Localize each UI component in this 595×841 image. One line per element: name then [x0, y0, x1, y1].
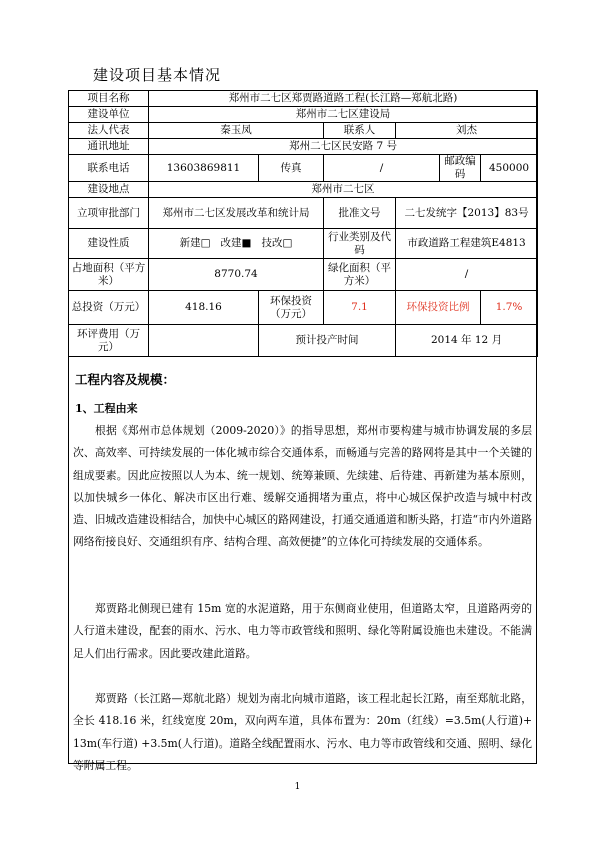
nature-rebuild-option: 改建■: [220, 237, 252, 249]
address-value: 郑州二七区民安路 7 号: [149, 139, 538, 155]
nature-tech-option: 技改□: [261, 237, 293, 249]
unit-value: 郑州市二七区建设局: [149, 107, 538, 123]
content-subheading: 1、工程由来: [75, 402, 138, 415]
row-eia-cost: [69, 325, 538, 357]
approval-no-label: 批准文号: [324, 198, 396, 229]
contact-label: 联系人: [324, 123, 396, 139]
area-label: 占地面积（平方米）: [69, 259, 149, 291]
row-location: [69, 182, 538, 198]
env-invest-value: 7.1: [324, 291, 396, 325]
phone-label: 联系电话: [69, 155, 149, 182]
fax-value: /: [324, 155, 440, 182]
approval-dept-label: 立项审批部门: [69, 198, 149, 229]
row-project-name: [69, 91, 538, 107]
invest-value: 418.16: [149, 291, 259, 325]
content-heading: 工程内容及规模：: [75, 372, 176, 387]
page-number: 1: [294, 782, 301, 792]
nature-value: [149, 229, 324, 259]
page-title: 建设项目基本情况: [93, 66, 222, 84]
industry-value: 市政道路工程建筑E4813: [396, 229, 538, 259]
approval-no-value: 二七发统字【2013】83号: [396, 198, 538, 229]
row-nature: [69, 229, 538, 259]
address-label: 通讯地址: [69, 139, 149, 155]
green-value: /: [396, 259, 538, 291]
project-name-value: 郑州市二七区郑贾路道路工程(长江路—郑航北路): [149, 91, 538, 107]
nature-new-option: 新建□: [179, 237, 211, 249]
green-label: 绿化面积（平方米）: [324, 259, 396, 291]
row-approval: [69, 198, 538, 229]
invest-label: 总投资（万元）: [69, 291, 149, 325]
postcode-label: 邮政编码: [440, 155, 481, 182]
unit-label: 建设单位: [69, 107, 149, 123]
paragraph-road-plan: 郑贾路（长江路—郑航北路）规划为南北向城市道路，该工程北起长江路，南至郑航北路，全长 418.16 米，红线宽度 20m，双向两车道，具体布置为：20m（红线）=3.5m(人行道)+ 13m(车行道) +3.5m(人行道)。道路全线配置雨水、污水、电力等市政管线和交通、照明、绿化等附属工程。: [73, 692, 532, 772]
op-time-label: 预计投产时间: [259, 325, 396, 357]
phone-value: 13603869811: [149, 155, 259, 182]
row-area: [69, 259, 538, 291]
project-info-table: [68, 90, 538, 357]
project-name-label: 项目名称: [69, 91, 149, 107]
row-investment: [69, 291, 538, 325]
legal-rep-value: 秦玉凤: [149, 123, 324, 139]
row-address: [69, 139, 538, 155]
env-ratio-value: 1.7%: [481, 291, 538, 325]
location-label: 建设地点: [69, 182, 149, 198]
postcode-value: 450000: [481, 155, 538, 182]
row-phone: [69, 155, 538, 182]
eia-cost-label: 环评费用（万元）: [69, 325, 149, 357]
op-time-value: 2014 年 12 月: [396, 325, 538, 357]
contact-value: 刘杰: [396, 123, 538, 139]
row-legal-rep: [69, 123, 538, 139]
location-value: 郑州市二七区: [149, 182, 538, 198]
fax-label: 传真: [259, 155, 324, 182]
paragraph-existing-road: 郑贾路北侧现已建有 15m 宽的水泥道路，用于东侧商业使用，但道路太窄，且道路两旁的人行道未建设，配套的雨水、污水、电力等市政管线和照明、绿化等附属设施也未建设。不能满足人们出行需求。因此要改建此道路。: [73, 602, 532, 660]
legal-rep-label: 法人代表: [69, 123, 149, 139]
eia-cost-value: [149, 325, 259, 357]
paragraph-background: 根据《郑州市总体规划（2009-2020）》的指导思想，郑州市要构建与城市协调发展的多层次、高效率、可持续发展的一体化城市综合交通体系，而畅通与完善的路网将是其中一个关键的组成要素。因此应按照以人为本、统一规划、统筹兼顾、先续建、后待建、再新建为基本原则，以加快城乡一体化、解决市区出行难、缓解交通拥堵为重点，将中心城区保护改造与城中村改造、旧城改造建设相结合，加快中心城区的路网建设，打通交通通道和断头路，打造“市内外道路网络衔接良好、交通组织有序、结构合理、高效便捷”的立体化可持续发展的交通体系。: [73, 424, 532, 549]
env-invest-label: 环保投资（万元）: [259, 291, 324, 325]
row-unit: [69, 107, 538, 123]
industry-label: 行业类别及代码: [324, 229, 396, 259]
nature-label: 建设性质: [69, 229, 149, 259]
approval-dept-value: 郑州市二七区发展改革和统计局: [149, 198, 324, 229]
env-ratio-label: 环保投资比例: [396, 291, 481, 325]
area-value: 8770.74: [149, 259, 324, 291]
